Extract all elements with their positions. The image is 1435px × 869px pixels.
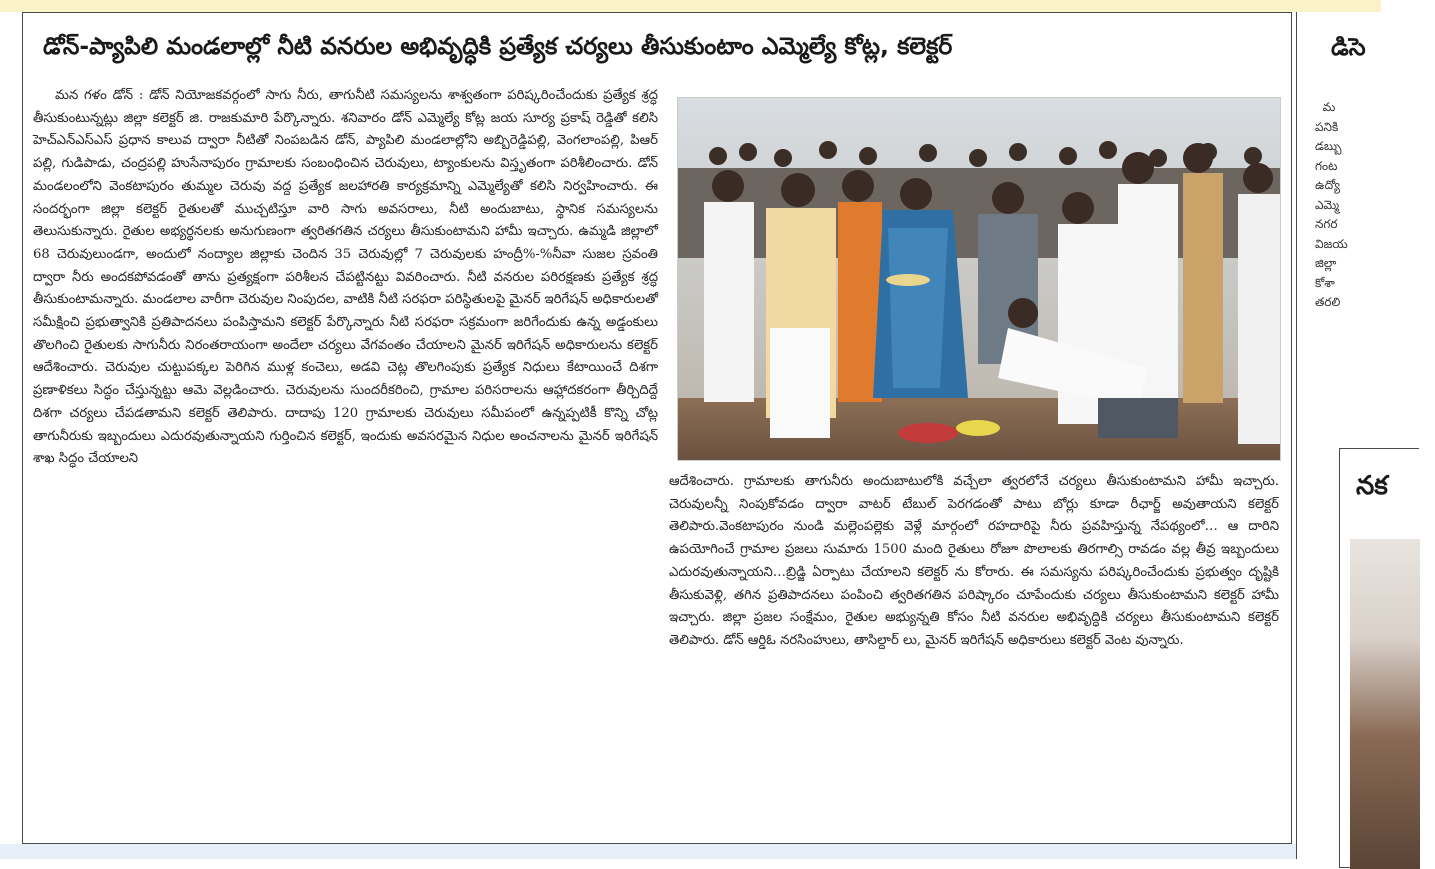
top-highlight-band — [0, 0, 1381, 12]
adjacent-article-headline: డిసె — [1331, 33, 1366, 61]
boxed-article-photo — [1350, 539, 1420, 869]
boxed-article-headline: నక — [1356, 471, 1388, 501]
adjacent-boxed-article — [1339, 448, 1419, 868]
article-body-left-column: మన గళం డోన్ : డోన్ నియోజకవర్గంలో సాగు నీరు, తాగునీటి సమస్యలను శాశ్వతంగా పరిష్కరించేందుకు ప్రత్యేక శ్రద్ధ తీసుకుంటున్నట్లు జిల్లా కలెక్టర్ జి. రాజకుమారి పేర్కొన్నారు. శనివారం డోన్ ఎమ్మెల్యే కోట్ల జయ సూర్య ప్రకాష్ రెడ్డితో కలిసి హెచ్ఎన్ఎస్ఎస్ ప్రధాన కాలువ ద్వారా నీటితో నింపబడిన డోన్, ప్యాపిలి మండలాల్లోని అబ్బిరెడ్డిపల్లి, వెంగలాంపల్లి, పిఆర్ పల్లి, గుడిపాడు, చంద్రపల్లి హుసేనాపురం గ్రామాలకు సంబంధించిన చెరువులు, ట్యాంకులను విస్తృతంగా పరిశీలించారు. డోన్ మండలంలోని వెంకటాపురం తుమ్మల చెరువు వద్ద ప్రత్యేక జలహారతి కార్యక్రమాన్ని ఎమ్మెల్యేతో కలిసి నిర్వహించారు. ఈ సందర్భంగా జిల్లా కలెక్టర్ రైతులతో ముచ్చటిస్తూ వారి సాగు అవసరాలు, నీటి అందుబాటు, స్థానిక సమస్యలను తెలుసుకున్నారు. రైతుల అభ్యర్థనలకు అనుగుణంగా త్వరితగతిన చర్యలు తీసుకుంటామని హామీ ఇచ్చారు. ఉమ్మడి జిల్లాలో 68 చెరువులుండగా, అందులో నంద్యాల జిల్లాకు చెందిన 35 చెరువుల్లో 7 చెరువులకు హంద్రీ%-%నీవా సుజల స్రవంతి ద్వారా నీరు అందకపోవడంతో తాను ప్రత్యక్షంగా పరిశీలన చేపట్టినట్టు వివరించారు. నీటి వనరుల పరిరక్షణకు ప్రత్యేక శ్రద్ధ తీసుకుంటామన్నారు. మండలాల వారీగా చెరువుల నింపుదల, వాటికి నీటి సరఫరా పరిస్థితులపై మైనర్ ఇరిగేషన్ అధికారులతో సమీక్షించి ప్రభుత్వానికి ప్రతిపాదనలు పంపిస్తామని కలెక్టర్ పేర్కొన్నారు నీటి సరఫరా సక్రమంగా జరిగేందుకు ఉన్న అడ్డంకులు తొలగించి రైతులకు సాగునీరు నిరంతరాయంగా అందేలా చర్యలు వేగవంతం చేయాలని మైనర్ ఇరిగేషన్ అధికారులను కలెక్టర్ ఆదేశించారు. చెరువుల చుట్టుపక్కల పెరిగిన ముళ్ల కంచెలు, అడవి చెట్ల తొలగింపుకు ప్రత్యేక నిధులు కేటాయించే దిశగా ప్రణాళికలు సిద్ధం చేస్తున్నట్టు ఆమె వెల్లడించారు. చెరువులను సుందరీకరించి, గ్రామాల పరిసరాలను ఆహ్లాదకరంగా తీర్చిదిద్దే దిశగా చర్యలు చేపడతామని కలెక్టర్ తెలిపారు. దాదాపు 120 గ్రామాలకు చెరువులు సమీపంలో ఉన్నప్పటికీ కొన్ని చోట్ల తాగునీరుకు ఇబ్బందులు ఎదురవుతున్నాయని గుర్తించిన కలెక్టర్, ఇందుకు అవసరమైన నిధుల అంచనాలను మైనర్ ఇరిగేషన్ శాఖ సిద్ధం చేయాలని — [33, 88, 658, 467]
article-headline: డోన్-ప్యాపిలి మండలాల్లో నీటి వనరుల అభివృద్ధికి ప్రత్యేక చర్యలు తీసుకుంటాం ఎమ్మెల్యే కోట్ల, కలెక్టర్ — [43, 32, 953, 60]
article-body-right-column: ఆదేశించారు. గ్రామాలకు తాగునీరు అందుబాటులోకి వచ్చేలా త్వరలోనే చర్యలు తీసుకుంటామని హామీ ఇచ్చారు. చెరువులన్నీ నింపుకోవడం ద్వారా వాటర్ టేబుల్ పెరగడంతో పాటు బోర్లు కూడా రీఛార్జ్ అవుతాయని కలెక్టర్ తెలిపారు.వెంకటాపురం నుండి మల్లెంపల్లెకు వెళ్లే మార్గంలో రహదారిపై నీరు ప్రవహిస్తున్న నేపథ్యంలో… ఆ దారిని ఉపయోగించే గ్రామాల ప్రజలు సుమారు 1500 మంది రైతులు రోజూ పొలాలకు తిరగాల్సి రావడం వల్ల తీవ్ర ఇబ్బందులు ఎదురవుతున్నాయని…బ్రిడ్జి ఏర్పాటు చేయాలని కలెక్టర్ ను కోరారు. ఈ సమస్యను పరిష్కరించేందుకు ప్రభుత్వం దృష్టికి తీసుకువెళ్లి, తగిన ప్రతిపాదనలు పంపించి త్వరితగతిన పరిష్కారం చూపేందుకు చర్యలు తీసుకుంటామని కలెక్టర్ హామీ ఇచ్చారు. జిల్లా ప్రజల సంక్షేమం, రైతుల అభ్యున్నతి కోసం నీటి వనరుల అభివృద్ధికి చర్యలు తీసుకుంటామని కలెక్టర్ తెలిపారు. డోన్ ఆర్డిఓ నరసింహులు, తాసిల్దార్ లు, మైనర్ ఇరిగేషన్ అధికారులు కలెక్టర్ వెంట వున్నారు. — [669, 474, 1279, 648]
adjacent-article-strip — [1296, 12, 1388, 859]
photo-illustration — [678, 98, 1280, 460]
article-photo — [677, 97, 1281, 461]
bottom-band — [0, 844, 1296, 859]
adjacent-article-text: మ పనికి డబ్బు గంట ఉద్యో ఎమ్మె నగర విజయ జిల్లా కోశా తరలి — [1315, 100, 1348, 309]
news-article — [22, 12, 1292, 844]
